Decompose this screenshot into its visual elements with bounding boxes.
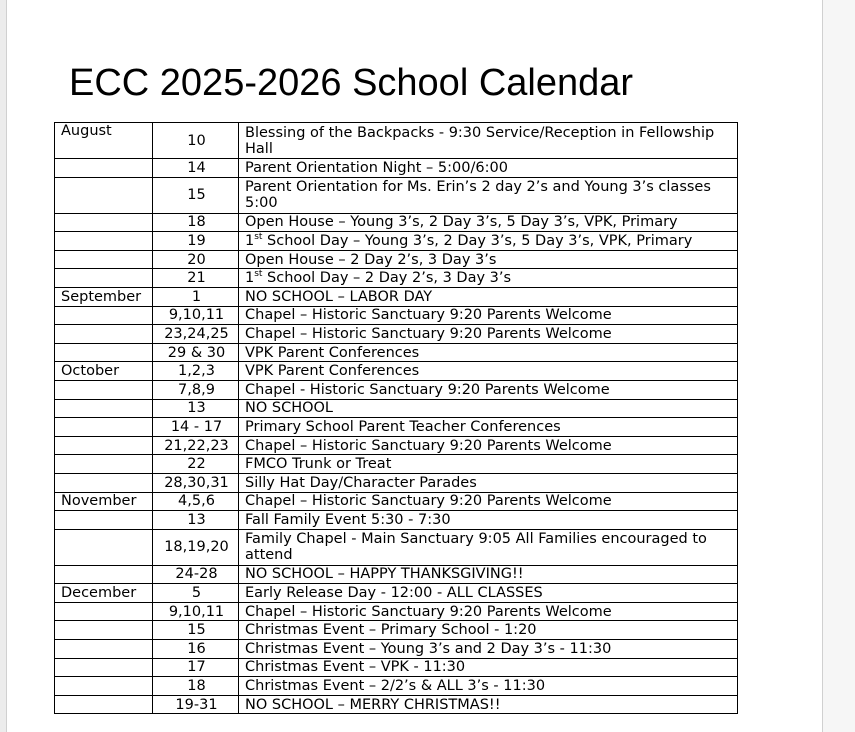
calendar-row: [55, 511, 738, 530]
date-cell: 21: [153, 269, 239, 288]
date-cell: 21,22,23: [153, 436, 239, 455]
event-ordinal-suffix: st: [254, 232, 263, 243]
event-cell: Family Chapel - Main Sanctuary 9:05 All Families encouraged to attend: [239, 529, 738, 565]
month-cell: [55, 695, 153, 714]
date-cell: 15: [153, 177, 239, 213]
event-cell: Primary School Parent Teacher Conferences: [239, 418, 738, 437]
month-cell: [55, 232, 153, 251]
event-cell: Parent Orientation Night – 5:00/6:00: [239, 159, 738, 178]
event-cell: Chapel – Historic Sanctuary 9:20 Parents Welcome: [239, 306, 738, 325]
month-cell: [55, 677, 153, 696]
month-cell: [55, 602, 153, 621]
calendar-row: [55, 529, 738, 565]
event-cell: Early Release Day - 12:00 - ALL CLASSES: [239, 584, 738, 603]
calendar-row: [55, 492, 738, 511]
event-cell: Open House – 2 Day 2’s, 3 Day 3’s: [239, 250, 738, 269]
month-cell: [55, 159, 153, 178]
date-cell: 20: [153, 250, 239, 269]
calendar-row: [55, 380, 738, 399]
month-cell: [55, 177, 153, 213]
month-cell: [55, 436, 153, 455]
month-cell: December: [55, 584, 153, 603]
date-cell: 1: [153, 287, 239, 306]
month-cell: [55, 325, 153, 344]
event-cell: Christmas Event – 2/2’s & ALL 3’s - 11:30: [239, 677, 738, 696]
calendar-row: [55, 399, 738, 418]
event-cell: Fall Family Event 5:30 - 7:30: [239, 511, 738, 530]
date-cell: 19: [153, 232, 239, 251]
event-cell: Blessing of the Backpacks - 9:30 Service/Reception in Fellowship Hall: [239, 123, 738, 159]
event-cell: NO SCHOOL – MERRY CHRISTMAS!!: [239, 695, 738, 714]
month-cell: [55, 621, 153, 640]
month-cell: [55, 473, 153, 492]
month-cell: [55, 455, 153, 474]
event-cell: VPK Parent Conferences: [239, 343, 738, 362]
calendar-row: [55, 213, 738, 232]
date-cell: 28,30,31: [153, 473, 239, 492]
month-cell: November: [55, 492, 153, 511]
month-cell: [55, 511, 153, 530]
calendar-row: [55, 343, 738, 362]
calendar-row: [55, 436, 738, 455]
date-cell: 18: [153, 677, 239, 696]
date-cell: 13: [153, 399, 239, 418]
event-cell: Christmas Event – VPK - 11:30: [239, 658, 738, 677]
date-cell: 18: [153, 213, 239, 232]
date-cell: 14: [153, 159, 239, 178]
event-cell: NO SCHOOL – LABOR DAY: [239, 287, 738, 306]
calendar-row: [55, 177, 738, 213]
calendar-row: [55, 695, 738, 714]
month-cell: [55, 418, 153, 437]
event-ordinal: 1: [245, 232, 255, 249]
calendar-row: [55, 123, 738, 159]
month-cell: [55, 658, 153, 677]
month-cell: September: [55, 287, 153, 306]
calendar-row: [55, 418, 738, 437]
calendar-row: [55, 269, 738, 288]
event-cell: Silly Hat Day/Character Parades: [239, 473, 738, 492]
event-cell: Open House – Young 3’s, 2 Day 3’s, 5 Day 3’s, VPK, Primary: [239, 213, 738, 232]
date-cell: 16: [153, 640, 239, 659]
month-cell: [55, 343, 153, 362]
event-cell: [239, 232, 738, 251]
event-cell: NO SCHOOL: [239, 399, 738, 418]
event-cell: Chapel – Historic Sanctuary 9:20 Parents Welcome: [239, 436, 738, 455]
month-cell: [55, 306, 153, 325]
month-cell: October: [55, 362, 153, 381]
month-cell: [55, 250, 153, 269]
date-cell: 10: [153, 123, 239, 159]
date-cell: 19-31: [153, 695, 239, 714]
calendar-row: [55, 287, 738, 306]
calendar-row: [55, 325, 738, 344]
calendar-row: [55, 565, 738, 584]
right-gutter: [823, 0, 855, 732]
event-ordinal-suffix: st: [254, 269, 263, 280]
month-cell: [55, 640, 153, 659]
date-cell: 4,5,6: [153, 492, 239, 511]
date-cell: 15: [153, 621, 239, 640]
month-cell: [55, 269, 153, 288]
month-cell: [55, 399, 153, 418]
calendar-row: [55, 159, 738, 178]
calendar-row: [55, 602, 738, 621]
calendar-row: [55, 455, 738, 474]
calendar-body: [55, 123, 738, 714]
calendar-table: [54, 122, 738, 714]
date-cell: 24-28: [153, 565, 239, 584]
event-cell: FMCO Trunk or Treat: [239, 455, 738, 474]
event-cell: Chapel – Historic Sanctuary 9:20 Parents Welcome: [239, 602, 738, 621]
page-title: ECC 2025-2026 School Calendar: [69, 62, 634, 104]
event-cell: Parent Orientation for Ms. Erin’s 2 day 2’s and Young 3’s classes 5:00: [239, 177, 738, 213]
event-cell: [239, 269, 738, 288]
event-cell: NO SCHOOL – HAPPY THANKSGIVING!!: [239, 565, 738, 584]
month-cell: August: [55, 123, 153, 159]
event-cell: VPK Parent Conferences: [239, 362, 738, 381]
event-cell: Christmas Event – Primary School - 1:20: [239, 621, 738, 640]
calendar-row: [55, 658, 738, 677]
month-cell: [55, 529, 153, 565]
date-cell: 14 - 17: [153, 418, 239, 437]
calendar-row: [55, 232, 738, 251]
event-cell: Chapel - Historic Sanctuary 9:20 Parents Welcome: [239, 380, 738, 399]
event-cell: Christmas Event – Young 3’s and 2 Day 3’s - 11:30: [239, 640, 738, 659]
month-cell: [55, 565, 153, 584]
date-cell: 17: [153, 658, 239, 677]
month-cell: [55, 380, 153, 399]
date-cell: 29 & 30: [153, 343, 239, 362]
date-cell: 9,10,11: [153, 306, 239, 325]
month-cell: [55, 213, 153, 232]
calendar-row: [55, 621, 738, 640]
date-cell: 5: [153, 584, 239, 603]
calendar-row: [55, 250, 738, 269]
event-text: School Day – 2 Day 2’s, 3 Day 3’s: [262, 270, 512, 287]
event-cell: Chapel – Historic Sanctuary 9:20 Parents Welcome: [239, 492, 738, 511]
date-cell: 7,8,9: [153, 380, 239, 399]
calendar-row: [55, 584, 738, 603]
event-ordinal: 1: [245, 270, 255, 287]
date-cell: 23,24,25: [153, 325, 239, 344]
calendar-row: [55, 677, 738, 696]
calendar-row: [55, 306, 738, 325]
date-cell: 22: [153, 455, 239, 474]
calendar-row: [55, 362, 738, 381]
date-cell: 9,10,11: [153, 602, 239, 621]
date-cell: 1,2,3: [153, 362, 239, 381]
calendar-row: [55, 473, 738, 492]
event-cell: Chapel – Historic Sanctuary 9:20 Parents Welcome: [239, 325, 738, 344]
date-cell: 18,19,20: [153, 529, 239, 565]
date-cell: 13: [153, 511, 239, 530]
calendar-row: [55, 640, 738, 659]
event-text: School Day – Young 3’s, 2 Day 3’s, 5 Day 3’s, VPK, Primary: [262, 232, 693, 249]
